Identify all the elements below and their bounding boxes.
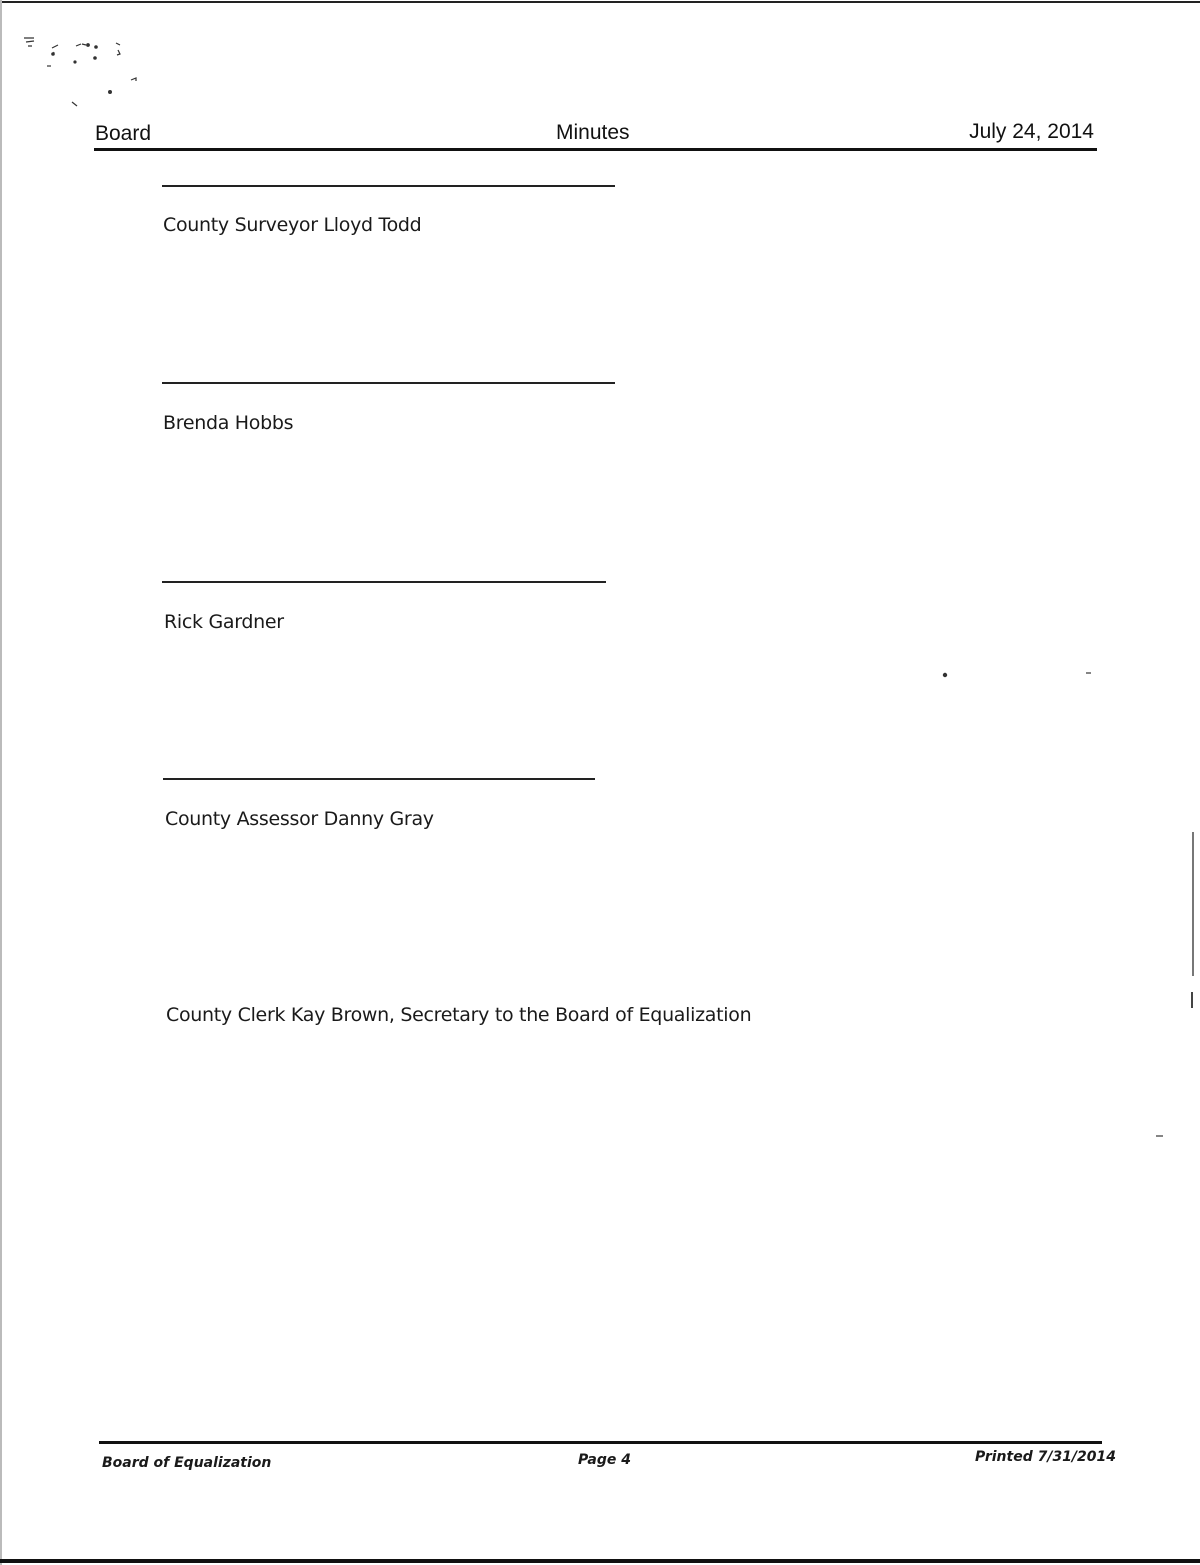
- header-rule: [94, 148, 1097, 151]
- footer-printed-date: Printed 7/31/2014: [975, 1449, 1116, 1465]
- scan-left-edge: [0, 0, 2, 1565]
- signature-name-3: Rick Gardner: [164, 611, 284, 633]
- signature-line-1: [162, 185, 615, 187]
- signature-line-2: [162, 382, 615, 384]
- scan-top-edge: [0, 1, 1200, 3]
- signature-line-3: [162, 581, 606, 583]
- header-board: Board: [95, 122, 152, 145]
- page-header: [95, 118, 1097, 148]
- header-minutes: Minutes: [556, 121, 630, 144]
- footer-board-of-equalization: Board of Equalization: [102, 1455, 272, 1471]
- footer-page-number: Page 4: [578, 1452, 631, 1468]
- signature-name-5: County Clerk Kay Brown, Secretary to the Board of Equalization: [166, 1004, 752, 1026]
- footer-rule: [99, 1441, 1102, 1444]
- signature-name-4: County Assessor Danny Gray: [165, 808, 434, 830]
- header-date: July 24, 2014: [969, 120, 1094, 143]
- signature-name-1: County Surveyor Lloyd Todd: [163, 214, 422, 236]
- signature-line-4: [163, 778, 595, 780]
- signature-name-2: Brenda Hobbs: [163, 412, 294, 434]
- scan-margin-mark: [1192, 832, 1194, 976]
- scan-bottom-edge: [0, 1559, 1200, 1563]
- scan-margin-mark: [1191, 992, 1193, 1008]
